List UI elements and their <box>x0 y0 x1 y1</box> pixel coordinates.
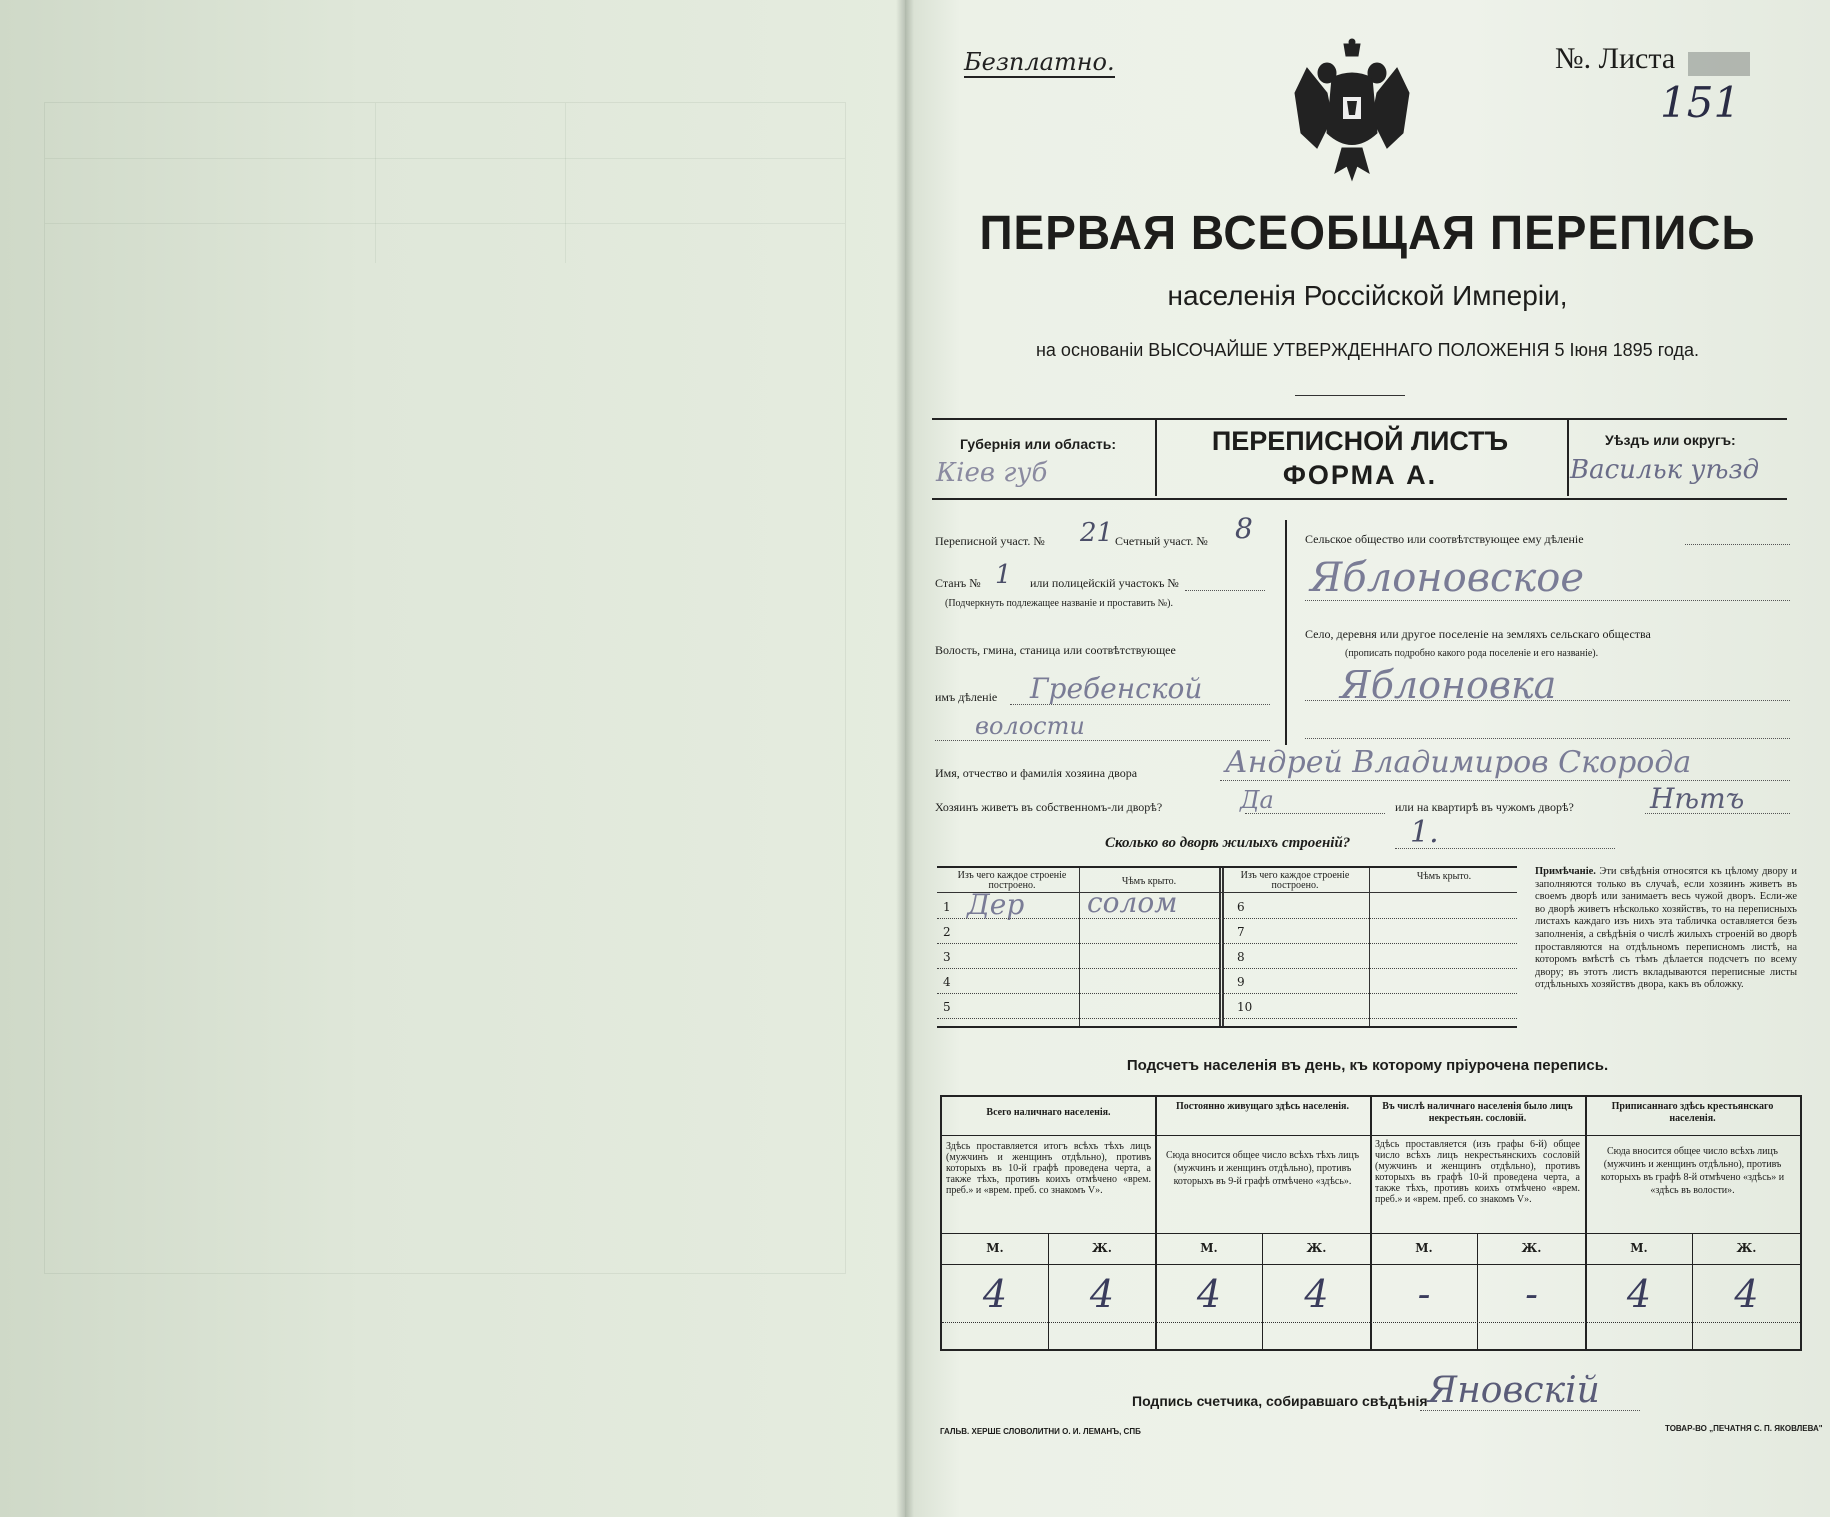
ornament-divider <box>1295 395 1405 404</box>
free-label: Безплатно. <box>964 48 1115 76</box>
female-label: Ж. <box>1306 1241 1327 1255</box>
col-roofed-with-left: Чѣмъ крыто. <box>1121 876 1177 887</box>
row-number: 7 <box>1237 925 1245 939</box>
female-label: Ж. <box>1092 1241 1112 1255</box>
count-value: 4 <box>1089 1272 1115 1316</box>
own-yard-label: Хозяинъ живетъ въ собственномъ-ли дворѣ? <box>935 800 1163 814</box>
row-number: 2 <box>943 925 951 939</box>
owner-value: Андрей Владимиров Скорода <box>1225 745 1692 780</box>
basis-line: на основаніи ВЫСОЧАЙШЕ УТВЕРЖДЕННАГО ПОЛОЖЕНІЯ 5 Іюня 1895 года. <box>1035 340 1699 360</box>
society-value: Яблоновское <box>1310 555 1585 601</box>
count-col-desc: Сюда вносится общее число всѣхъ лицъ (мужчинъ и женщинъ отдѣльно), противъ которыхъ въ графѣ 8-й отмѣчено «здѣсь» и «здѣсь въ волости». <box>1600 1146 1785 1196</box>
count-value: - <box>1525 1272 1538 1316</box>
bleed-through-frame <box>44 102 846 1274</box>
village-note: (прописать подробно какого рода поселеніе и его названіе). <box>1345 648 1599 659</box>
volost-value-line2: волости <box>975 712 1085 740</box>
police-label: или полицейскій участокъ № <box>1030 576 1179 590</box>
count-col-desc: Здѣсь проставляется итогъ всѣхъ тѣхъ лицъ (мужчинъ и женщинъ отдѣльно), противъ которыхъ въ 10-й графѣ проведена черта, а также тѣхъ, противъ коихъ отмѣчено «врем. преб.» и «врем. преб. со знакомъ V». <box>946 1141 1151 1196</box>
left-page-blank <box>0 0 905 1517</box>
volost-label-line1: Волость, гмина, станица или соотвѣтствующее <box>935 643 1176 657</box>
col-built-of-right: Изъ чего каждое строеніе построено. <box>1240 870 1350 891</box>
row-number: 3 <box>943 950 951 964</box>
volost-value-line1: Гребенской <box>1030 672 1203 705</box>
count-value: - <box>1417 1272 1431 1316</box>
census-area-value: 21 <box>1080 518 1114 548</box>
apartment-value: Нѣтъ <box>1650 782 1745 815</box>
count-table-caption: Подсчетъ населенія въ день, къ которому пріурочена перепись. <box>1126 1057 1609 1074</box>
male-label: М. <box>986 1241 1004 1255</box>
count-col-desc: Здѣсь проставляется (изъ графы 6-й) общее число всѣхъ лицъ некрестьянскихъ сословій (мужчинъ и женщинъ отдѣльно), противъ которыхъ въ графѣ 10-й проведена черта, а также тѣхъ, противъ коихъ отмѣчено «врем. преб.» и «врем. преб. со знакомъ V». <box>1375 1139 1580 1205</box>
apartment-label: или на квартирѣ въ чужомъ дворѣ? <box>1395 800 1574 814</box>
buildings-value: 1. <box>1410 815 1439 850</box>
row-number: 5 <box>943 1000 951 1014</box>
row-number: 4 <box>943 975 951 989</box>
note-block <box>1535 866 1797 992</box>
sheet-number-label: №. Листа <box>1555 42 1676 75</box>
counting-area-label: Счетный участ. № <box>1115 534 1208 548</box>
row-number: 9 <box>1237 975 1245 989</box>
row-roofed-with: солом <box>1087 886 1178 919</box>
printer-right: ТОВАР-ВО „ПЕЧАТНЯ С. П. ЯКОВЛЕВА" <box>1665 1424 1823 1433</box>
owner-label: Имя, отчество и фамилія хозяина двора <box>935 766 1138 780</box>
census-area-label: Переписной участ. № <box>935 534 1045 548</box>
own-yard-value: Да <box>1240 786 1274 814</box>
population-count-table <box>940 1095 1802 1351</box>
police-note: (Подчеркнуть подлежащее названіе и проставить №). <box>945 598 1173 609</box>
buildings-label: Сколько во дворѣ жилыхъ строеній? <box>1105 835 1351 851</box>
signature-value: Яновскій <box>1428 1370 1600 1411</box>
printer-left: ГАЛЬВ. ХЕРШЕ СЛОВОЛИТНИ О. И. ЛЕМАНЪ, СПБ <box>940 1427 1141 1436</box>
stan-value: 1 <box>995 560 1012 590</box>
count-value: 4 <box>1626 1272 1652 1316</box>
count-col-header: Постоянно живущаго здѣсь населенія. <box>1176 1101 1349 1112</box>
count-value: 4 <box>1734 1272 1759 1316</box>
village-value: Яблоновка <box>1340 663 1557 707</box>
guberniya-label: Губернія или область: <box>960 436 1117 452</box>
counting-area-value: 8 <box>1235 512 1253 545</box>
male-label: М. <box>1630 1241 1648 1255</box>
double-headed-eagle-emblem-icon <box>1287 38 1417 188</box>
volost-label-line2: имъ дѣленіе <box>935 690 998 704</box>
society-label: Сельское общество или соотвѣтствующее ему дѣленіе <box>1305 532 1584 546</box>
guberniya-value: Кіев губ <box>936 458 1048 488</box>
col-built-of-left: Изъ чего каждое строеніе построено. <box>957 870 1067 891</box>
female-label: Ж. <box>1521 1241 1542 1255</box>
census-title: ПЕРВАЯ ВСЕОБЩАЯ ПЕРЕПИСЬ <box>979 204 1756 260</box>
village-label: Село, деревня или другое поселеніе на земляхъ сельскаго общества <box>1305 627 1651 641</box>
column-divider <box>1285 520 1287 745</box>
count-col-header: Всего наличнаго населенія. <box>986 1107 1111 1118</box>
count-col-header: Приписаннаго здѣсь крестьянскаго населенія. <box>1611 1101 1774 1124</box>
female-label: Ж. <box>1736 1241 1757 1255</box>
note-title: Примѣчаніе. <box>1535 866 1596 877</box>
count-col-desc: Сюда вносится общее число всѣхъ тѣхъ лицъ (мужчинъ и женщинъ отдѣльно), противъ которыхъ въ 9-й графѣ отмѣчено «здѣсь». <box>1165 1150 1360 1187</box>
note-text: Эти свѣдѣнія относятся къ цѣлому двору и заполняются только въ случаѣ, если хозяинъ живетъ въ своемъ дворѣ или занимаетъ весь чужой дворъ. Если-же во дворѣ живетъ нѣсколько хозяйствъ, то на переписныхъ листахъ каждаго изъ нихъ эта табличка оставляется безъ заполненія, а свѣдѣнія о числѣ жилыхъ строеній во дворѣ проставляются на отдѣльномъ переписномъ листѣ, на которомъ вмѣстѣ съ тѣмъ дѣлается подсчетъ по всему двору; въ этотъ листъ вкладываются переписные листы отдѣльныхъ хозяйствъ двора, какъ въ обложку. <box>1535 866 1797 991</box>
count-value: 4 <box>1196 1272 1222 1316</box>
col-roofed-with-right: Чѣмъ крыто. <box>1416 871 1472 882</box>
buildings-table <box>937 866 1517 1028</box>
redaction-mark <box>1688 52 1750 76</box>
form-title: ПЕРЕПИСНОЙ ЛИСТЪ <box>1211 426 1509 456</box>
count-value: 4 <box>982 1272 1008 1316</box>
form-subtitle: ФОРМА А. <box>1282 460 1438 490</box>
row-number: 6 <box>1237 900 1245 914</box>
stan-label: Станъ № <box>935 576 981 590</box>
male-label: М. <box>1415 1241 1433 1255</box>
male-label: М. <box>1200 1241 1218 1255</box>
row-number: 8 <box>1237 950 1245 964</box>
census-subtitle: населенія Россійской Имперіи, <box>1167 280 1568 311</box>
row-number: 10 <box>1237 1000 1253 1014</box>
sheet-number-value: 151 <box>1660 78 1741 127</box>
uezd-value: Васильк уѣзд <box>1570 455 1760 485</box>
count-col-header: Въ числѣ наличнаго населенія было лицъ некрестьян. сословій. <box>1382 1101 1573 1124</box>
signature-label: Подпись счетчика, собиравшаго свѣдѣнія <box>1132 1393 1428 1409</box>
row-built-of: Дер <box>967 888 1025 921</box>
count-value: 4 <box>1304 1272 1329 1316</box>
uezd-label: Уѣздъ или округъ: <box>1605 432 1736 448</box>
row-number: 1 <box>943 900 951 914</box>
